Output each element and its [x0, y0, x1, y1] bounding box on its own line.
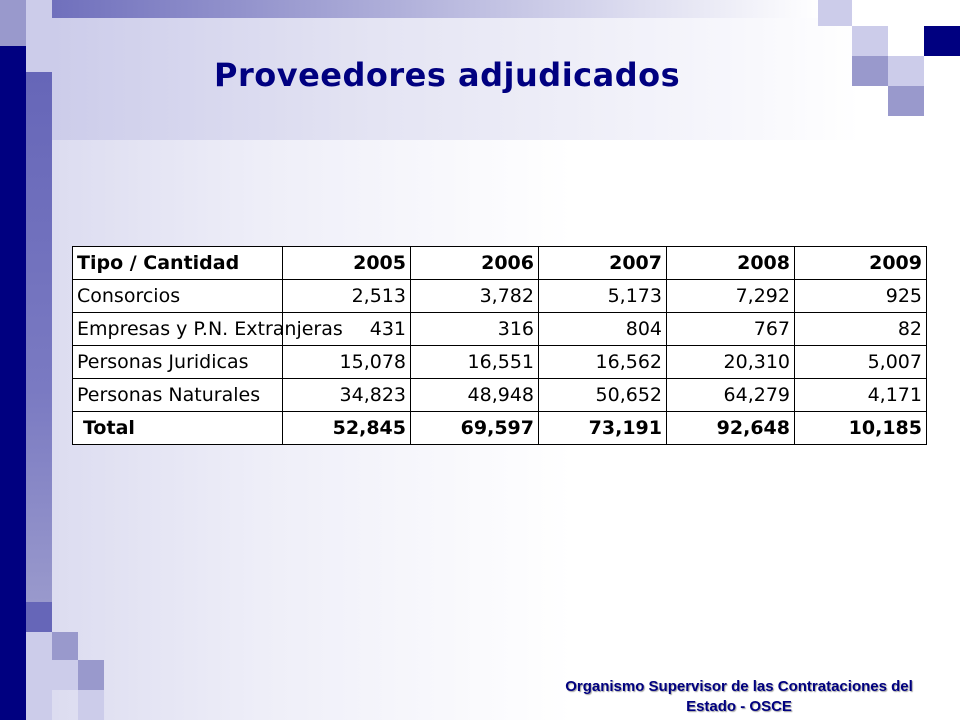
left-purple-band	[26, 72, 52, 602]
deco-square	[78, 660, 104, 690]
table-total-row	[73, 412, 927, 445]
deco-square	[52, 660, 78, 690]
deco-square	[924, 26, 960, 56]
total-cell: 92,648	[667, 412, 795, 445]
table-cell: 20,310	[667, 346, 795, 379]
table-cell: 50,652	[539, 379, 667, 412]
table-cell: 64,279	[667, 379, 795, 412]
deco-square	[78, 690, 104, 720]
table-row	[73, 379, 927, 412]
providers-table	[72, 246, 927, 445]
table-cell: 34,823	[283, 379, 411, 412]
deco-square	[888, 86, 924, 116]
left-navy-bar	[0, 46, 26, 720]
deco-square	[26, 632, 52, 720]
deco-square	[26, 0, 52, 46]
header-cell: 2006	[411, 247, 539, 280]
table-header-row	[73, 247, 927, 280]
table-cell: 3,782	[411, 280, 539, 313]
deco-square	[852, 56, 888, 86]
row-label: Empresas y P.N. Extranjeras	[73, 313, 283, 346]
table-cell: 7,292	[667, 280, 795, 313]
deco-square	[0, 0, 26, 46]
table-row	[73, 346, 927, 379]
table-cell: 316	[411, 313, 539, 346]
table-row	[73, 280, 927, 313]
table-cell: 16,562	[539, 346, 667, 379]
deco-square	[852, 26, 888, 56]
deco-square	[26, 46, 52, 72]
table-row	[73, 313, 927, 346]
table-cell: 5,173	[539, 280, 667, 313]
table-cell: 4,171	[795, 379, 927, 412]
table-cell: 804	[539, 313, 667, 346]
table-cell: 15,078	[283, 346, 411, 379]
deco-square	[26, 602, 52, 632]
deco-square	[818, 0, 852, 26]
row-label: Personas Naturales	[73, 379, 283, 412]
slide-title: Proveedores adjudicados	[214, 56, 681, 94]
total-cell: 69,597	[411, 412, 539, 445]
footer-organization	[536, 677, 942, 717]
total-cell: 10,185	[795, 412, 927, 445]
footer-line-1: Organismo Supervisor de las Contrataciones del	[565, 678, 913, 695]
row-label: Consorcios	[73, 280, 283, 313]
table-cell: 82	[795, 313, 927, 346]
header-cell: 2007	[539, 247, 667, 280]
deco-square	[52, 632, 78, 660]
header-cell: 2009	[795, 247, 927, 280]
total-label: Total	[73, 412, 283, 445]
header-cell: Tipo / Cantidad	[73, 247, 283, 280]
table-cell: 925	[795, 280, 927, 313]
table-cell: 16,551	[411, 346, 539, 379]
table-cell: 48,948	[411, 379, 539, 412]
header-cell: 2008	[667, 247, 795, 280]
table-cell: 767	[667, 313, 795, 346]
footer-line-2: Estado - OSCE	[686, 698, 792, 715]
total-cell: 52,845	[283, 412, 411, 445]
row-label: Personas Juridicas	[73, 346, 283, 379]
table-cell: 431	[283, 313, 411, 346]
table-cell: 2,513	[283, 280, 411, 313]
deco-square	[888, 56, 924, 86]
table-cell: 5,007	[795, 346, 927, 379]
top-gradient-strip	[0, 0, 820, 18]
header-cell: 2005	[283, 247, 411, 280]
total-cell: 73,191	[539, 412, 667, 445]
